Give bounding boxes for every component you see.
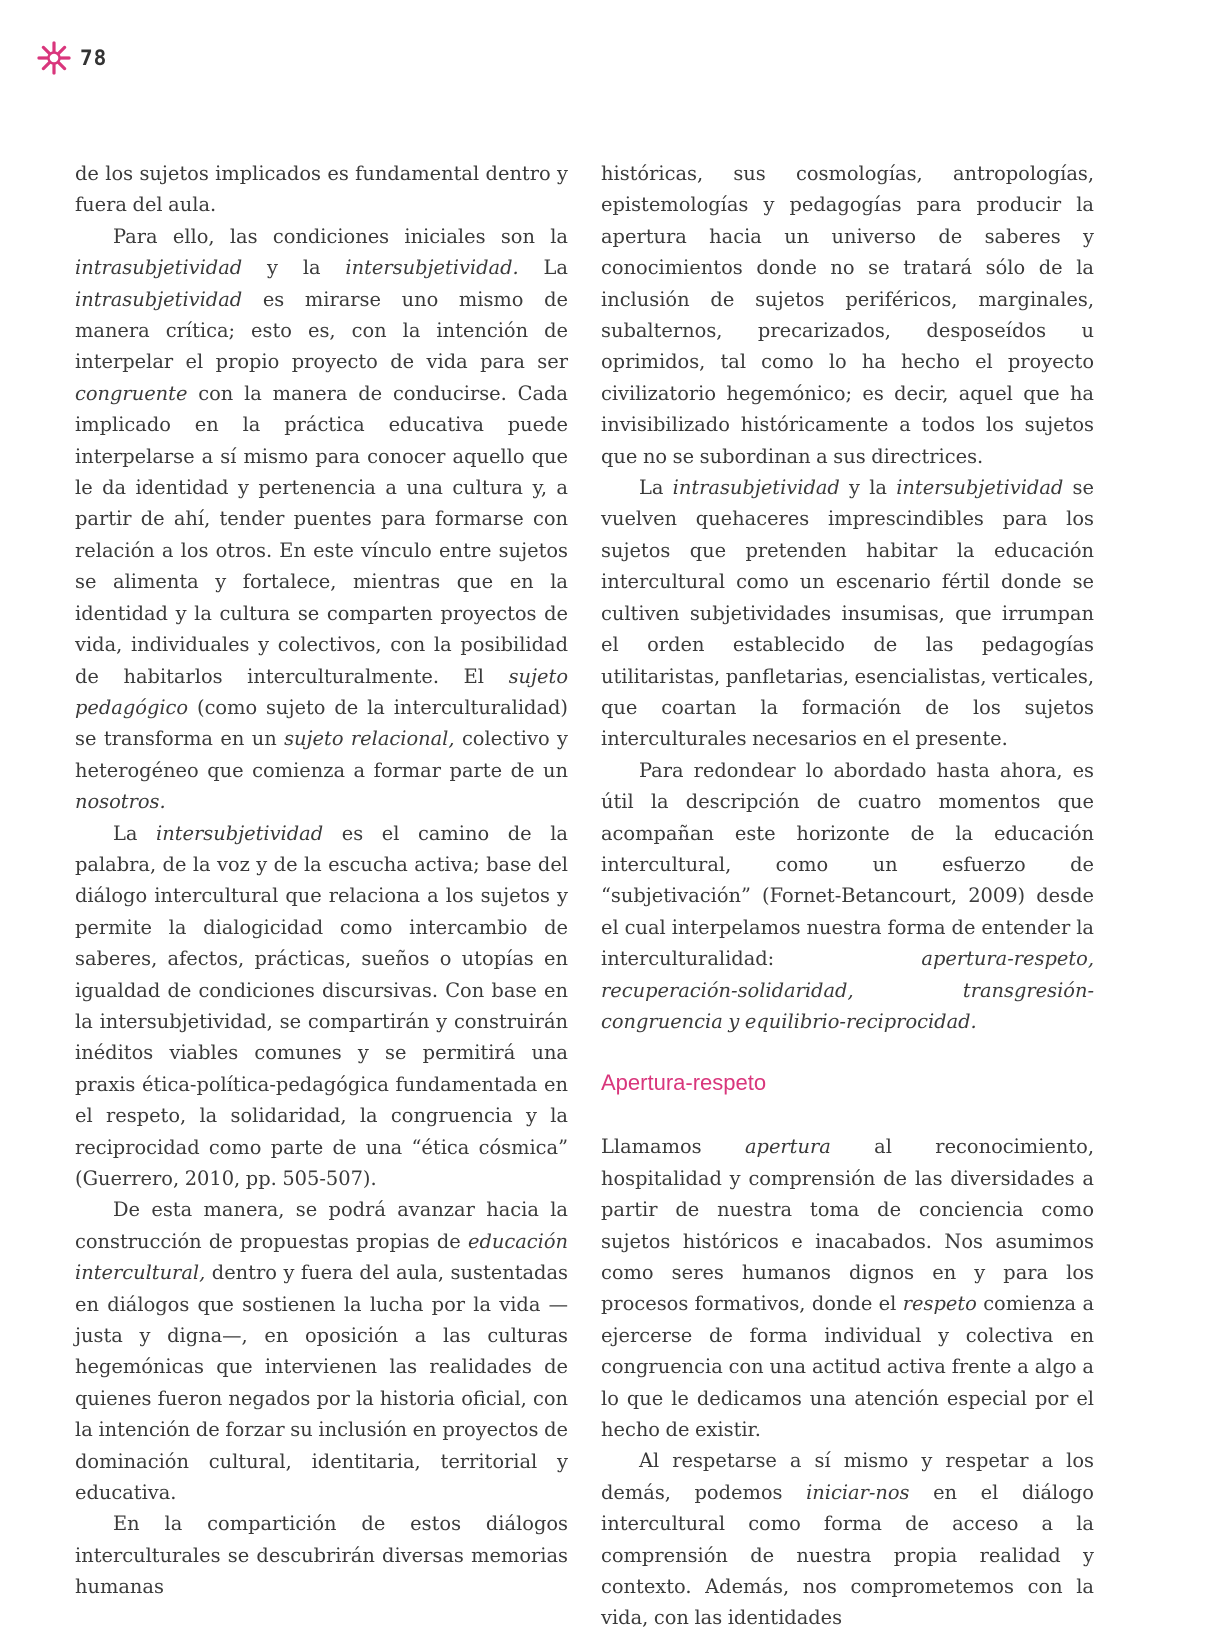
paragraph: Al respetarse a sí mismo y respetar a los demás, podemos iniciar-nos en el diálogo intercultural como forma de acceso a la comprensión de nuestra propia realidad y contexto. Además, nos comprometemos con la vida, con las identidades [601, 1449, 1094, 1630]
left-column [75, 158, 568, 1603]
paragraph: En la compartición de estos diálogos interculturales se descubrirán diversas memorias humanas [75, 1512, 568, 1599]
paragraph: Llamamos apertura al reconocimiento, hospitalidad y comprensión de las diversidades a partir de nuestra toma de conciencia como sujetos históricos e inacabados. Nos asumimos como seres humanos dignos en y para los procesos formativos, donde el respeto comienza a ejercerse de forma individual y colectiva en congruencia con una actitud activa frente a algo a lo que le dedicamos una atención especial por el hecho de existir. [601, 1135, 1094, 1442]
paragraph: Para ello, las condiciones iniciales son la intrasubjetividad y la intersubjetividad. La intrasubjetividad es mirarse uno mismo de manera crítica; esto es, con la intención de interpelar el propio proyecto de vida para ser congruente con la manera de conducirse. Cada implicado en la práctica educativa puede interpelarse a sí mismo para conocer aquello que le da identidad y pertenencia a una cultura y, a partir de ahí, tender puentes para formarse con relación a los otros. En este vínculo entre sujetos se alimenta y fortalece, mientras que en la identidad y la cultura se comparten proyectos de vida, individuales y colectivos, con la posibilidad de habitarlos interculturalmente. El sujeto pedagógico (como sujeto de la interculturalidad) se transforma en un sujeto relacional, colectivo y heterogéneo que comienza a formar parte de un nosotros. [75, 224, 568, 814]
section-heading: Apertura-respeto [601, 1070, 767, 1096]
paragraph: La intersubjetividad es el camino de la palabra, de la voz y de la escucha activa; base del diálogo intercultural que relaciona a los sujetos y permite la dialogicidad como intercambio de saberes, afectos, prácticas, sueños o utopías en igualdad de condiciones discursivas. Con base en la intersubjetividad, se compartirán y construirán inéditos viables comunes y se permitirá una praxis ética-política-pedagógica fundamentada en el respeto, la solidaridad, la congruencia y la reciprocidad como parte de una “ética cósmica” (Guerrero, 2010, pp. 505-507). [75, 821, 568, 1190]
asterisk-flower-icon [36, 40, 72, 76]
paragraph: históricas, sus cosmologías, antropologías, epistemologías y pedagogías para producir la apertura hacia un universo de saberes y conocimientos donde no se tratará sólo de la inclusión de sujetos periféricos, marginales, subalternos, precarizados, desposeídos u oprimidos, tal como lo ha hecho el proyecto civilizatorio hegemónico; es decir, aquel que ha invisibilizado históricamente a todos los sujetos que no se subordinan a sus directrices. [601, 162, 1094, 468]
paragraph: De esta manera, se podrá avanzar hacia la construcción de propuestas propias de educación intercultural, dentro y fuera del aula, sustentadas en diálogos que sostienen la lucha por la vida —justa y digna—, en oposición a las culturas hegemónicas que intervienen las realidades de quienes fueron negados por la historia oficial, con la intención de forzar su inclusión en proyectos de dominación cultural, identitaria, territorial y educativa. [75, 1198, 568, 1505]
paragraph: Para redondear lo abordado hasta ahora, es útil la descripción de cuatro momentos que acompañan este horizonte de la educación intercultural, como un esfuerzo de “subjetivación” (Fornet-Betancourt, 2009) desde el cual interpelamos nuestra forma de entender la interculturalidad: apertura-respeto, recuperación-solidaridad, transgresión-congruencia y equilibrio-reciprocidad. [601, 758, 1094, 1033]
paragraph: La intrasubjetividad y la intersubjetividad se vuelven quehaceres imprescindibles para los sujetos que pretenden habitar la educación intercultural como un escenario fértil donde se cultiven subjetividades insumisas, que irrumpan el orden establecido de las pedagogías utilitaristas, panfletarias, esencialistas, verticales, que coartan la formación de los sujetos interculturales necesarios en el presente. [601, 476, 1094, 751]
paragraph: de los sujetos implicados es fundamental dentro y fuera del aula. [75, 162, 568, 217]
right-column [601, 158, 1094, 1634]
page-number: 78 [80, 46, 108, 70]
page-header [36, 40, 107, 76]
